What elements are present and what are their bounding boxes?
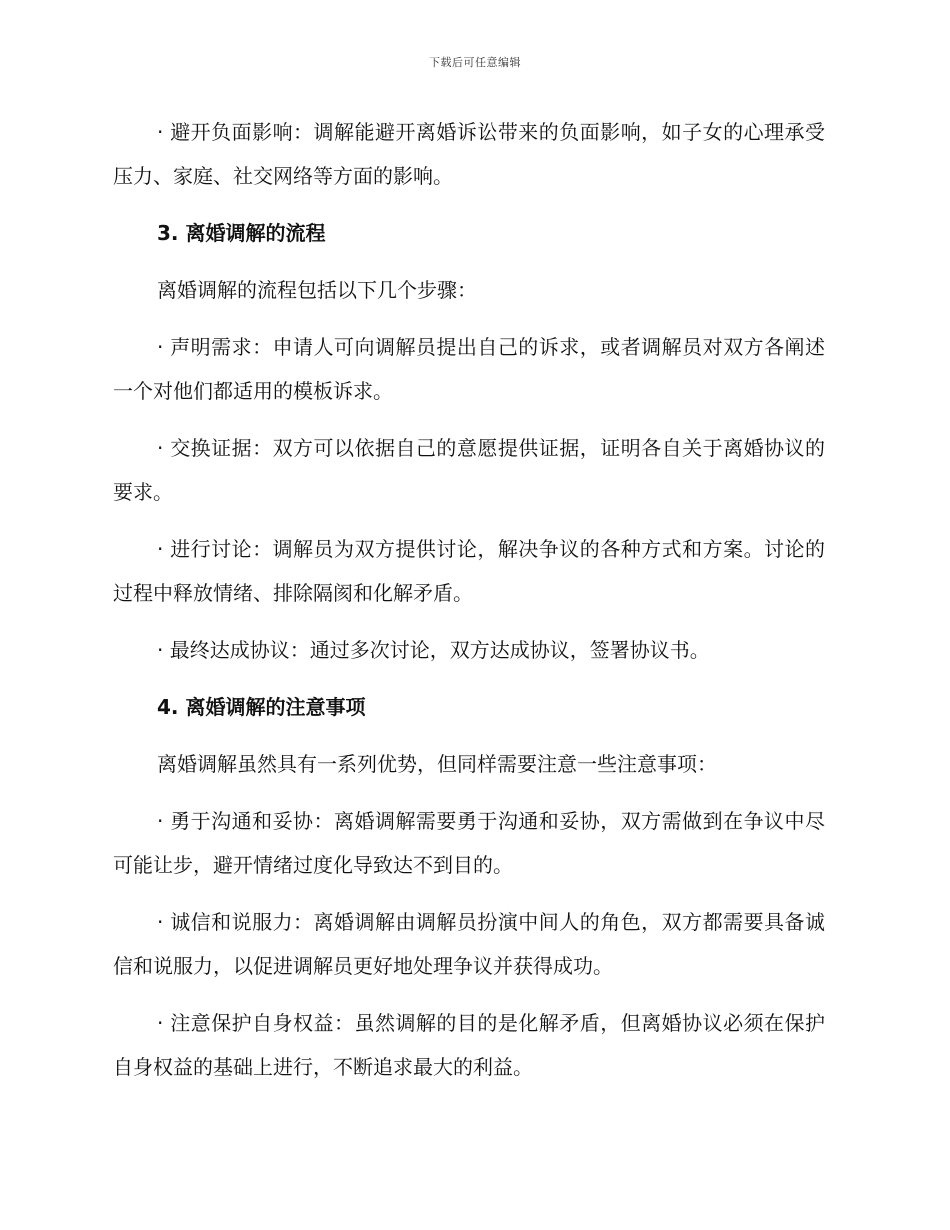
paragraph-state-needs: · 声明需求：申请人可向调解员提出自己的诉求，或者调解员对双方各阐述一个对他们都适用的模板诉求。 bbox=[113, 335, 825, 403]
paragraph-exchange-evidence: · 交换证据：双方可以依据自己的意愿提供证据，证明各自关于离婚协议的要求。 bbox=[113, 436, 825, 504]
paragraph-avoid-negative-impact: · 避开负面影响：调解能避开离婚诉讼带来的负面影响，如子女的心理承受压力、家庭、社交网络等方面的影响。 bbox=[113, 120, 825, 188]
section-heading-process: 3. 离婚调解的流程 bbox=[157, 221, 326, 245]
paragraph-protect-rights: · 注意保护自身权益：虽然调解的目的是化解矛盾，但离婚协议必须在保护自身权益的基础上进行，不断追求最大的利益。 bbox=[113, 1011, 825, 1079]
paragraph-discussion: · 进行讨论：调解员为双方提供讨论，解决争议的各种方式和方案。讨论的过程中释放情绪、排除隔阂和化解矛盾。 bbox=[113, 537, 825, 605]
section-heading-precautions: 4. 离婚调解的注意事项 bbox=[157, 695, 366, 719]
page-header-note: 下载后可任意编辑 bbox=[429, 56, 521, 69]
document-body bbox=[113, 110, 825, 1102]
paragraph-process-intro: 离婚调解的流程包括以下几个步骤： bbox=[157, 278, 477, 302]
paragraph-precautions-intro: 离婚调解虽然具有一系列优势，但同样需要注意一些注意事项： bbox=[157, 752, 717, 776]
paragraph-integrity-persuasion: · 诚信和说服力：离婚调解由调解员扮演中间人的角色，双方都需要具备诚信和说服力，以促进调解员更好地处理争议并获得成功。 bbox=[113, 910, 825, 978]
paragraph-communication-compromise: · 勇于沟通和妥协：离婚调解需要勇于沟通和妥协，双方需做到在争议中尽可能让步，避开情绪过度化导致达不到目的。 bbox=[113, 809, 825, 877]
paragraph-final-agreement: · 最终达成协议：通过多次讨论，双方达成协议，签署协议书。 bbox=[157, 638, 710, 662]
